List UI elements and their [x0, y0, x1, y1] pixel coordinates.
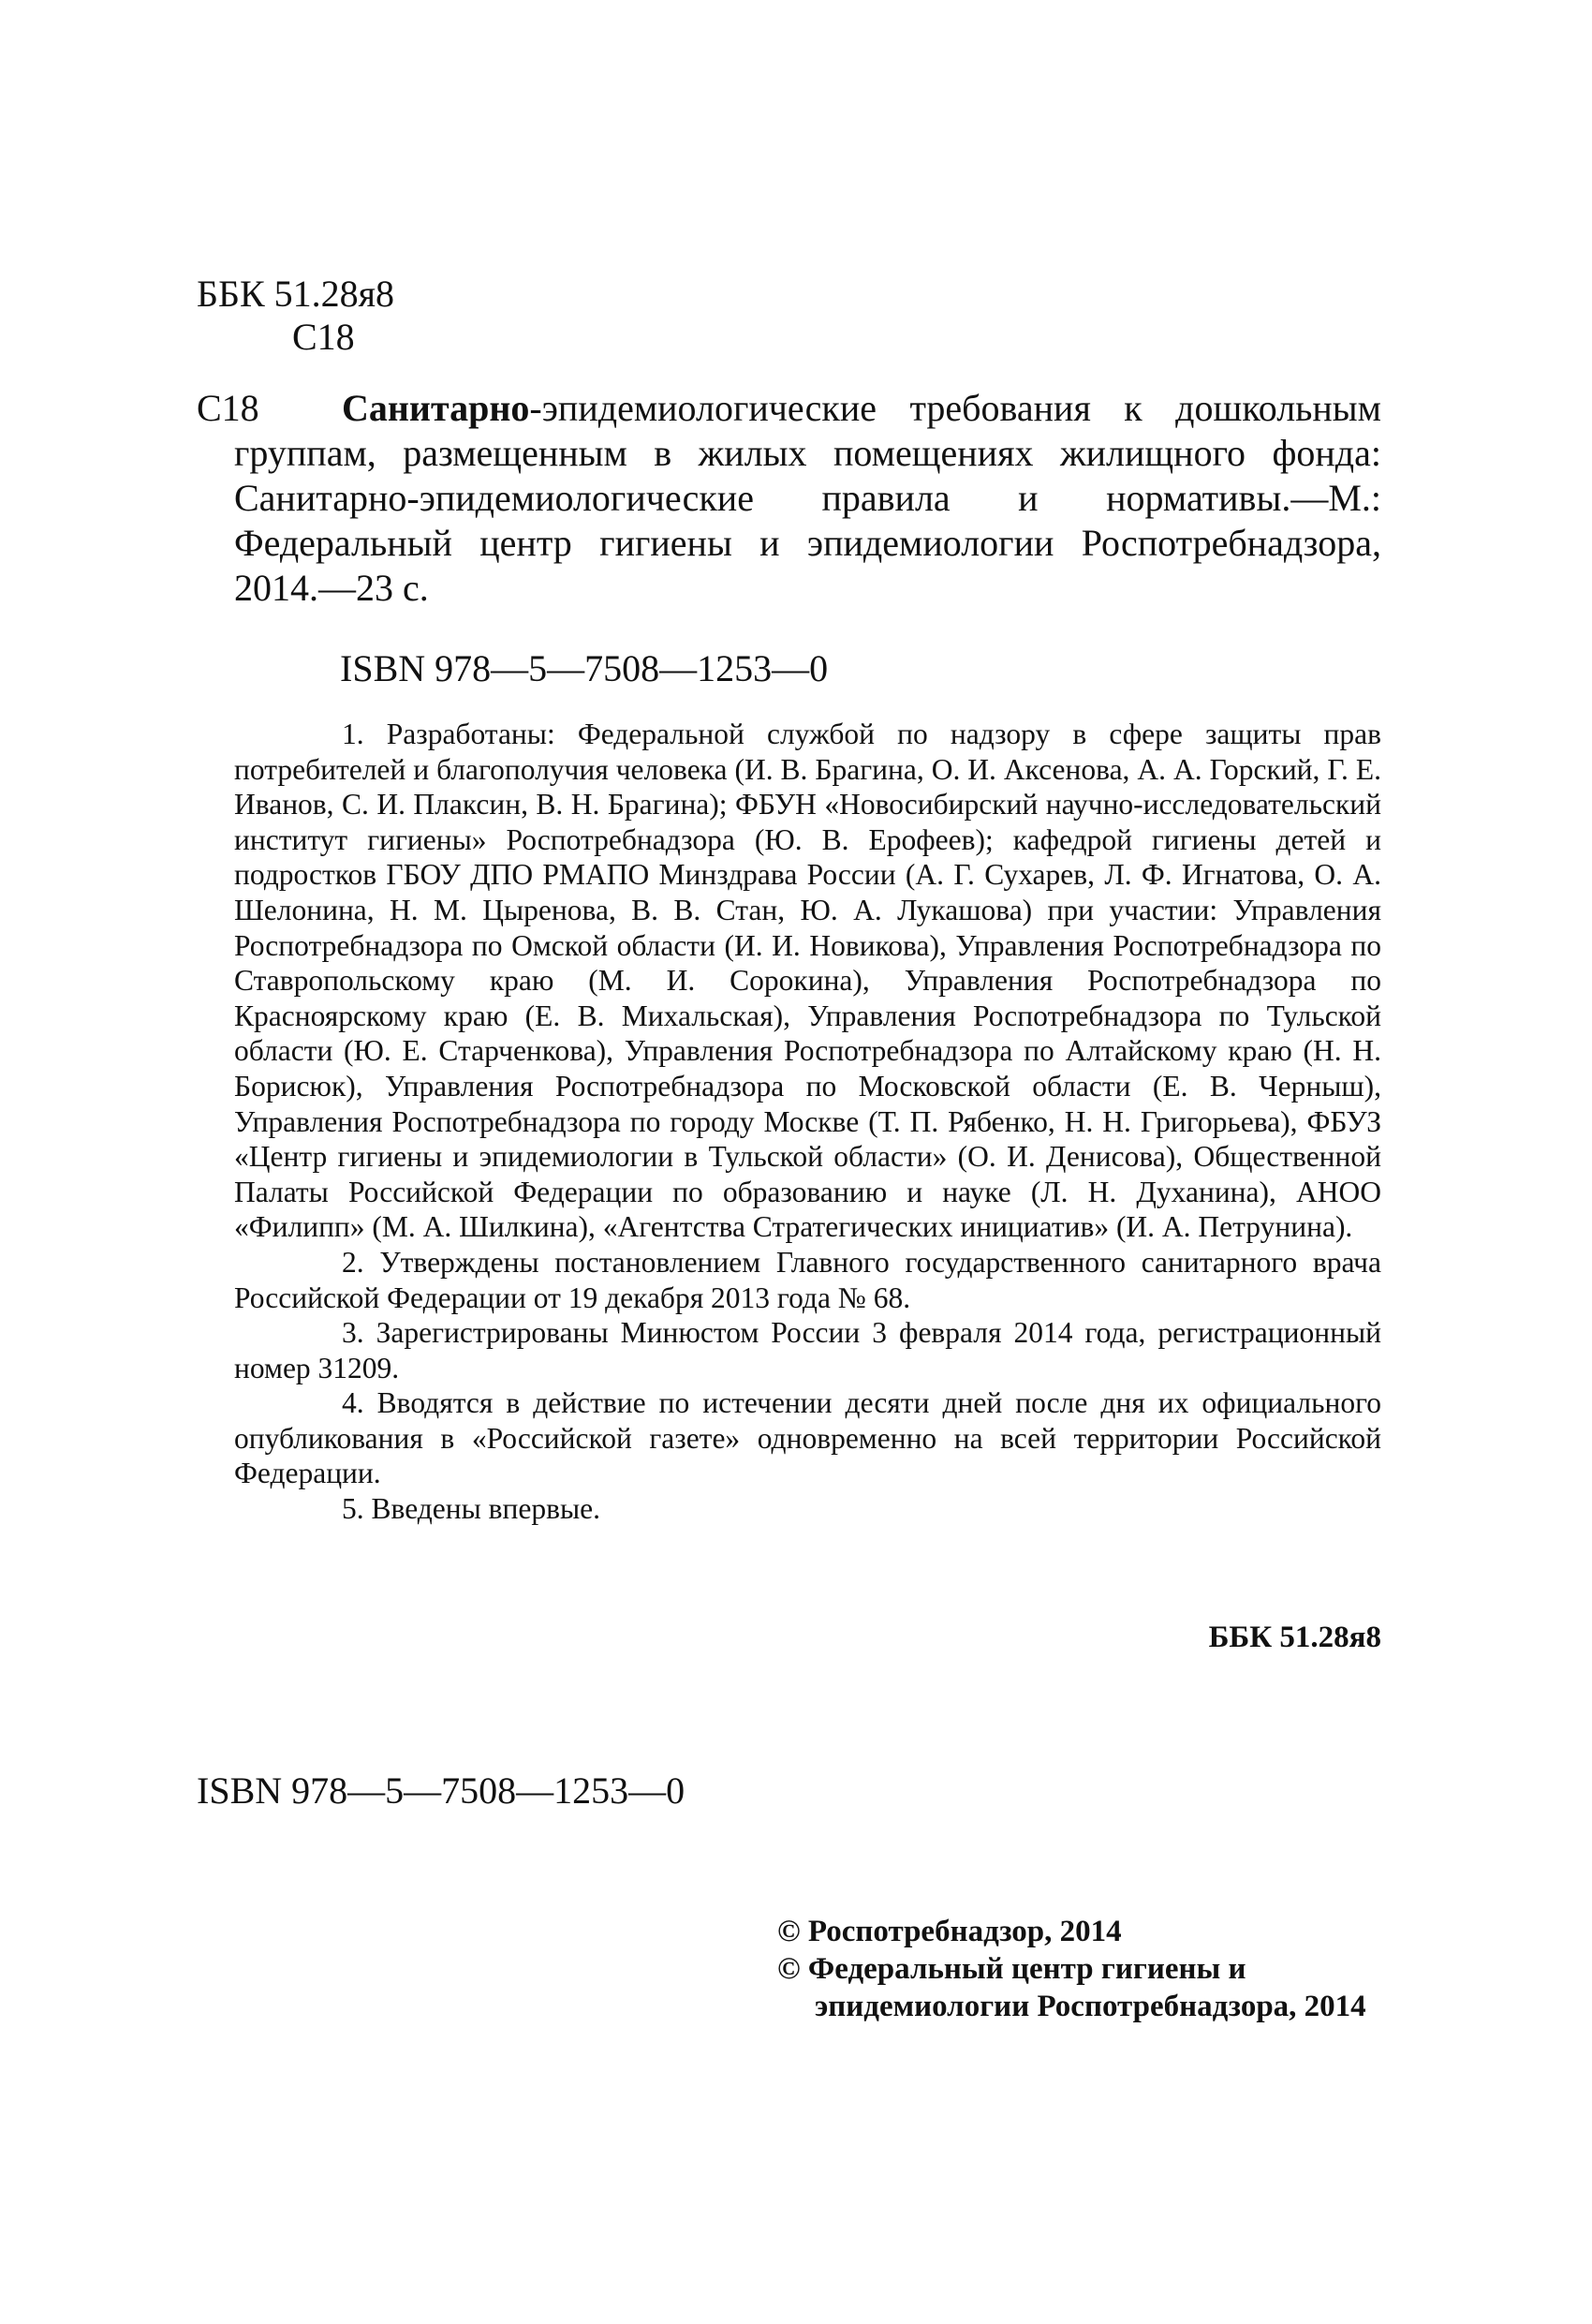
annotation [234, 717, 1381, 1527]
annotation-paragraph-2: 2. Утверждены постановлением Главного государственного санитарного врача Российской Федерации от 19 декабря 2013 года № 68. [234, 1245, 1381, 1314]
annotation-paragraph-1: 1. Разработаны: Федеральной службой по надзору в сфере защиты прав потребителей и благополучия человека (И. В. Брагина, О. И. Аксенова, А. А. Горский, Г. Е. Иванов, С. И. Плаксин, В. Н. Брагина); ФБУН «Новосибирский научно-исследовательский институт гигиены» Роспотребнадзора (Ю. В. Ерофеев); кафедрой гигиены детей и подростков ГБОУ ДПО РМАПО Минздрава России (А. Г. Сухарев, Л. Ф. Игнатова, О. А. Шелонина, Н. М. Цыренова, В. В. Стан, Ю. А. Лукашова) при участии: Управления Роспотребнадзора по Омской области (И. И. Новикова), Управления Роспотребнадзора по Ставропольскому краю (М. И. Сорокина), Управления Роспотребнадзора по Красноярскому краю (Е. В. Михальская), Управления Роспотребнадзора по Тульской области (Ю. Е. Старченкова), Управления Роспотребнадзора по Алтайскому краю (Н. Н. Борисюк), Управления Роспотребнадзора по Московской области (Е. В. Черныш), Управления Роспотребнадзора по городу Москве (Т. П. Рябенко, Н. Н. Григорьева), ФБУЗ «Центр гигиены и эпидемиологии в Тульской области» (О. И. Денисова), Общественной Палаты Российской Федерации по образованию и науке (Л. Н. Духанина), АНОО «Филипп» (М. А. Шилкина), «Агентства Стратегических инициатив» (И. А. Петрунина). [234, 718, 1381, 1244]
copyright-line-1: © Роспотребнадзор, 2014 [777, 1915, 1122, 1948]
description-title-bold: Санитарно [342, 387, 530, 429]
isbn-bottom: ISBN 978—5—7508—1253—0 [197, 1769, 685, 1812]
copyright-line-2: © Федеральный центр гигиены и [777, 1952, 1246, 1986]
annotation-paragraph-4: 4. Вводятся в действие по истечении десяти дней после дня их официального опубликования в «Российской газете» одновременно на всей территории Российской Федерации. [234, 1386, 1381, 1490]
description-title-rest: -эпидемиологические требования к дошкольным группам, размещенным в жилых помещениях жилищного фонда: Санитарно-эпидемиологические правила и нормативы.—М.: Федеральный центр гигиены и эпидемиологии Роспотребнадзора, 2014.—23 с. [234, 387, 1381, 609]
copyright-block [777, 1913, 1366, 2025]
author-mark: С18 [292, 316, 355, 358]
description-author-mark: С18 [197, 387, 259, 429]
bbk-code: ББК 51.28я8 [197, 273, 395, 315]
copyright-line-3: эпидемиологии Роспотребнадзора, 2014 [815, 1990, 1366, 2023]
bbk-code-right: ББК 51.28я8 [1208, 1621, 1381, 1654]
isbn-line: ISBN 978—5—7508—1253—0 [340, 647, 829, 689]
annotation-paragraph-3: 3. Зарегистрированы Минюстом России 3 февраля 2014 года, регистрационный номер 31209. [234, 1316, 1381, 1384]
annotation-paragraph-5: 5. Введены впервые. [342, 1492, 601, 1526]
bibliographic-description [234, 386, 1381, 611]
